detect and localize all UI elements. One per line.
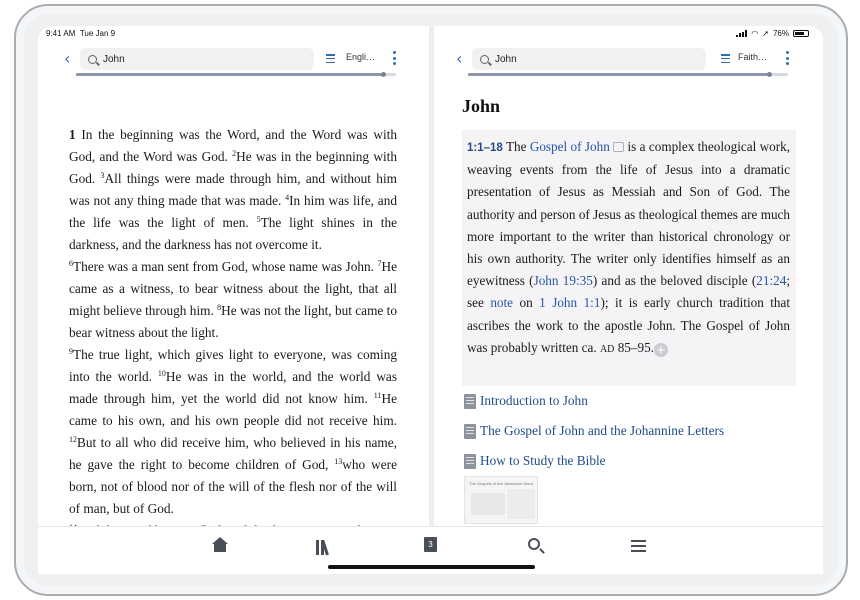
chapter-number: 1	[69, 127, 76, 142]
verse-number: 7	[377, 259, 382, 268]
verse-text[interactable]: All things were made through him, and without him was not any thing made that was made.	[69, 171, 397, 208]
paragraph	[69, 124, 397, 256]
verse-number: 11	[373, 391, 382, 400]
john-19-35-link[interactable]: John 19:35	[533, 273, 593, 289]
verse-text[interactable]: He was in the world, and the world was made through him, yet the world did not know him.	[69, 369, 397, 406]
reference-search-value: John	[103, 53, 125, 65]
note-text: ); it is early church tradition that ascribes the work to the apostle John. The Gospel of John was probably written ca.	[467, 295, 791, 355]
verse-text[interactable]: In the beginning was the Word, and the Word was with God, and the Word was God.	[69, 127, 397, 164]
reading-progress-fill	[76, 73, 383, 76]
verse-text[interactable]: The true light, which gives light to everyone, was coming into the world.	[69, 347, 397, 384]
verse-text[interactable]: He came to his own, and his own people did not receive him.	[69, 391, 397, 428]
document-icon	[464, 454, 476, 469]
note-text: ; see	[467, 273, 790, 311]
related-articles	[464, 386, 798, 476]
home-indicator[interactable]	[328, 565, 535, 569]
more-options-icon[interactable]	[392, 51, 396, 65]
note-link[interactable]: note	[490, 295, 514, 311]
back-button[interactable]	[456, 50, 472, 68]
reference-search-field[interactable]	[80, 48, 314, 70]
article-link-label: The Gospel of John and the Johannine Letters	[480, 423, 725, 438]
thumbnail-graphic	[507, 489, 535, 519]
note-text: The	[505, 139, 527, 154]
resource-selector[interactable]: Faith…	[738, 52, 768, 62]
chevron-left-icon: ‹	[456, 49, 463, 68]
reading-progress-handle[interactable]	[767, 72, 772, 77]
verse-number: 3	[100, 171, 105, 180]
document-icon	[464, 424, 476, 439]
menu-icon[interactable]	[631, 540, 649, 552]
paragraph	[69, 344, 397, 520]
verse-number: 2	[232, 149, 237, 158]
infographic-thumbnail[interactable]	[464, 476, 538, 524]
back-button[interactable]	[64, 50, 80, 68]
library-icon[interactable]	[316, 537, 334, 555]
1-john-1-1-link[interactable]: 1 John 1:1	[539, 295, 601, 311]
verse-number: 6	[69, 259, 73, 268]
article-link-label: How to Study the Bible	[480, 453, 606, 468]
paragraph	[69, 256, 397, 344]
verse-text[interactable]: There was a man sent from God, whose name was John.	[73, 259, 378, 274]
verse-number: 10	[157, 369, 166, 378]
verse-number: 5	[256, 215, 261, 224]
reading-progress-bar[interactable]	[76, 73, 396, 76]
verse-number: 12	[69, 435, 77, 444]
battery-percent: 76%	[772, 29, 789, 38]
reference-search-value: John	[495, 53, 517, 65]
reading-progress-bar[interactable]	[468, 73, 788, 76]
study-note	[462, 130, 796, 386]
book-heading: John	[462, 96, 501, 116]
right-toolbar	[434, 42, 823, 76]
wifi-icon: ◠	[751, 29, 759, 38]
note-text: is a complex theological work, weaving events from the life of Jesus into a dramatic presentation of Jesus as Messiah and Son of God. The authority and person of Jesus as theological themes are much more important to the writer than historical chronology or his own authority. The writer only identifies himself as an eyewitness (	[467, 139, 790, 289]
resource-list-icon[interactable]	[721, 54, 730, 63]
expand-plus-icon[interactable]: +	[655, 342, 666, 357]
verse-text[interactable]: He was not the light, but came to bear witness about the light.	[69, 303, 397, 340]
thumbnail-caption: The Gospels of the Johannine Word	[469, 481, 533, 486]
note-reference[interactable]: 1:1–18	[467, 142, 503, 154]
verse-text[interactable]: But to all who did receive him, who believed in his name, he gave the right to become children of God,	[69, 435, 397, 472]
status-time: 9:41 AM Tue Jan 9	[46, 29, 116, 38]
note-text: on	[519, 295, 533, 311]
document-icon	[464, 394, 476, 409]
more-options-icon[interactable]	[785, 51, 789, 65]
verse-text[interactable]: The light shines in the darkness, and the darkness has not overcome it.	[69, 215, 397, 252]
article-link-johannine-letters[interactable]	[464, 416, 798, 446]
verse-number: 9	[69, 347, 73, 356]
article-link-introduction[interactable]	[464, 386, 798, 416]
verse-number: 8	[217, 303, 222, 312]
verse-number: 4	[285, 193, 290, 202]
search-icon	[88, 55, 97, 64]
passage-icon[interactable]	[421, 537, 439, 555]
left-toolbar	[38, 42, 429, 76]
study-notes-pane	[434, 42, 823, 526]
cellular-signal-icon	[736, 30, 747, 37]
search-icon[interactable]	[527, 537, 545, 555]
home-icon[interactable]	[211, 537, 229, 555]
article-link-label: Introduction to John	[480, 393, 588, 408]
external-link-icon[interactable]	[613, 142, 624, 152]
bible-text	[69, 124, 397, 542]
verse-number: 13	[334, 457, 343, 466]
battery-icon	[793, 30, 809, 37]
search-icon	[480, 55, 489, 64]
verse-text[interactable]: In him was life, and the life was the light of men.	[69, 193, 397, 230]
verse-text[interactable]: He came as a witness, to bear witness about the light, that all might believe through him.	[69, 259, 397, 318]
verse-text[interactable]: who were born, not of blood nor of the will of the flesh nor of the will of man, but of God.	[69, 457, 398, 516]
bible-text-pane	[38, 42, 429, 526]
reference-search-field[interactable]	[472, 48, 706, 70]
version-selector[interactable]: Engli…	[346, 52, 376, 62]
note-text: ) and as the beloved disciple (	[592, 273, 757, 289]
article-link-how-to-study[interactable]	[464, 446, 798, 476]
date-range: 85–95.	[617, 339, 654, 355]
screen	[38, 26, 823, 574]
chevron-left-icon: ‹	[64, 49, 71, 68]
passage-badge: 3	[424, 537, 437, 552]
verse-21-24-link[interactable]: 21:24	[756, 273, 787, 289]
reading-progress-fill	[468, 73, 769, 76]
status-indicators	[736, 29, 809, 38]
era-label: AD	[599, 343, 615, 355]
reading-progress-handle[interactable]	[381, 72, 386, 77]
location-icon: ➚	[762, 29, 769, 38]
thumbnail-graphic	[471, 493, 505, 515]
version-list-icon[interactable]	[326, 54, 335, 63]
verse-text[interactable]: He was in the beginning with God.	[69, 149, 397, 186]
gospel-of-john-link[interactable]: Gospel of John	[529, 139, 610, 154]
